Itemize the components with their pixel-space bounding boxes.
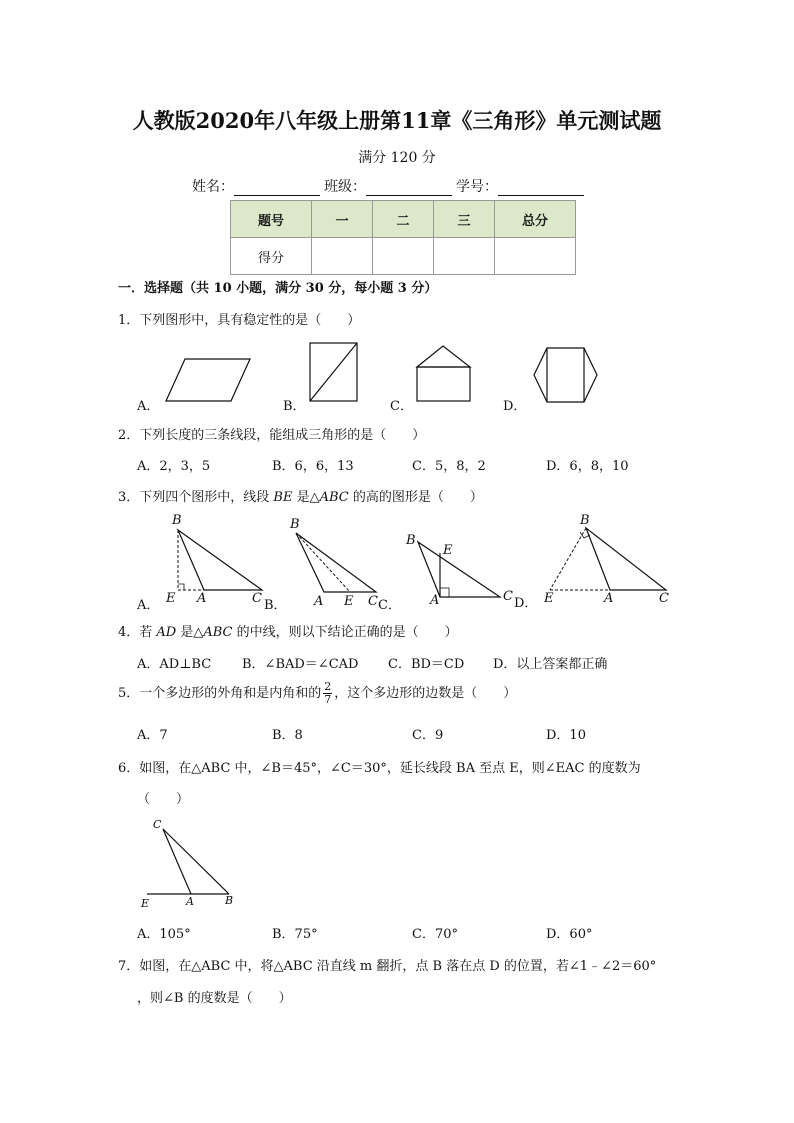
q3-b-label-c: C	[368, 594, 378, 609]
q6-label-b: B	[225, 894, 234, 907]
q3-stem-var: BE	[273, 490, 293, 505]
q3-stem-text: 3．下列四个图形中，线段	[118, 490, 274, 505]
q3-a-label-a: A	[197, 591, 207, 606]
q4-stem-var: AD	[156, 625, 177, 640]
q5-option-d[interactable]: D．10	[546, 728, 586, 743]
header-cell: 二	[373, 201, 434, 238]
q3-stem-text: 是△	[292, 490, 320, 505]
class-label: 班级：	[324, 179, 366, 195]
q3-d-label-e: E	[544, 591, 554, 606]
question-1-stem: 1．下列图形中，具有稳定性的是（ ）	[118, 313, 361, 328]
q4-option-b[interactable]: B．∠BAD＝∠CAD	[242, 657, 359, 672]
q3-a-label-e: E	[166, 591, 176, 606]
q2-option-b[interactable]: B．6，6，13	[272, 459, 354, 474]
id-label: 学号：	[456, 179, 498, 195]
q1-option-c[interactable]: C．	[390, 399, 413, 414]
question-6-stem-cont: （ ）	[137, 792, 190, 807]
q3-b-label-b: B	[290, 517, 300, 532]
q6-option-c[interactable]: C．70°	[412, 927, 458, 942]
q2-option-d[interactable]: D．6，8，10	[546, 459, 629, 474]
q3-stem-var: ABC	[319, 490, 349, 505]
row-label: 得分	[231, 238, 312, 275]
q3-c-label-b: B	[406, 533, 416, 548]
q5-stem-text: ，这个多边形的边数是（ ）	[334, 686, 517, 701]
q6-option-a[interactable]: A．105°	[137, 927, 191, 942]
q6-option-b[interactable]: B．75°	[272, 927, 318, 942]
q1-option-b[interactable]: B．	[283, 399, 306, 414]
q4-option-a[interactable]: A．AD⊥BC	[137, 657, 212, 672]
full-score: 满分 120 分	[358, 150, 436, 166]
q4-stem-text: 4．若	[118, 625, 157, 640]
q3-option-a[interactable]: A．	[137, 598, 160, 613]
q5-option-b[interactable]: B．8	[272, 728, 303, 743]
q3-option-d[interactable]: D．	[514, 596, 538, 611]
q3-c-label-e: E	[443, 543, 453, 558]
section-heading: 一．选择题（共 10 小题，满分 30 分，每小题 3 分）	[118, 281, 438, 296]
q3-c-label-c: C	[503, 589, 513, 604]
question-2-stem: 2．下列长度的三条线段，能组成三角形的是（ ）	[118, 428, 426, 443]
fraction-denominator: 7	[324, 693, 332, 706]
header-cell: 一	[312, 201, 373, 238]
q4-option-c[interactable]: C．BD＝CD	[388, 657, 465, 672]
q3-option-b[interactable]: B．	[264, 598, 287, 613]
header-cell: 三	[434, 201, 495, 238]
page-title: 人教版2020年八年级上册第11章《三角形》单元测试题	[132, 108, 662, 133]
question-7-stem: 7．如图，在△ABC 中，将△ABC 沿直线 m 翻折，点 B 落在点 D 的位置，若∠1﹣∠2＝60°	[118, 959, 657, 974]
header-cell: 总分	[495, 201, 576, 238]
q4-stem-text: 的中线，则以下结论正确的是（ ）	[232, 625, 458, 640]
header-cell: 题号	[231, 201, 312, 238]
q3-c-label-a: A	[430, 593, 440, 608]
q3-a-label-c: C	[252, 591, 262, 606]
name-label: 姓名：	[192, 179, 234, 195]
q6-label-a: A	[186, 895, 194, 908]
fraction-numerator: 2	[324, 680, 332, 693]
q1-option-d[interactable]: D．	[503, 399, 527, 414]
question-7-stem-cont: ，则∠B 的度数是（ ）	[137, 991, 292, 1006]
q3-a-label-b: B	[172, 513, 182, 528]
q2-option-c[interactable]: C．5，8，2	[412, 459, 486, 474]
q3-b-label-a: A	[314, 594, 324, 609]
q3-d-label-a: A	[604, 591, 614, 606]
q5-stem-text: 5．一个多边形的外角和是内角和的	[118, 686, 322, 701]
q3-option-c[interactable]: C．	[378, 598, 401, 613]
q6-option-d[interactable]: D．60°	[546, 927, 593, 942]
q3-stem-text: 的高的图形是（ ）	[348, 490, 483, 505]
q4-stem-var: ABC	[203, 625, 233, 640]
q5-option-c[interactable]: C．9	[412, 728, 444, 743]
q5-option-a[interactable]: A．7	[137, 728, 168, 743]
q4-option-d[interactable]: D．以上答案都正确	[493, 657, 608, 672]
q3-b-label-e: E	[344, 594, 354, 609]
question-6-stem: 6．如图，在△ABC 中，∠B＝45°，∠C＝30°，延长线段 BA 至点 E，则∠EAC 的度数为	[118, 761, 641, 776]
q1-option-a[interactable]: A．	[137, 399, 160, 414]
q6-label-e: E	[141, 897, 150, 910]
q4-stem-text: 是△	[176, 625, 204, 640]
q3-d-label-b: B	[580, 513, 590, 528]
q2-option-a[interactable]: A．2，3，5	[137, 459, 211, 474]
q6-label-c: C	[153, 818, 162, 831]
q3-d-label-c: C	[659, 591, 669, 606]
